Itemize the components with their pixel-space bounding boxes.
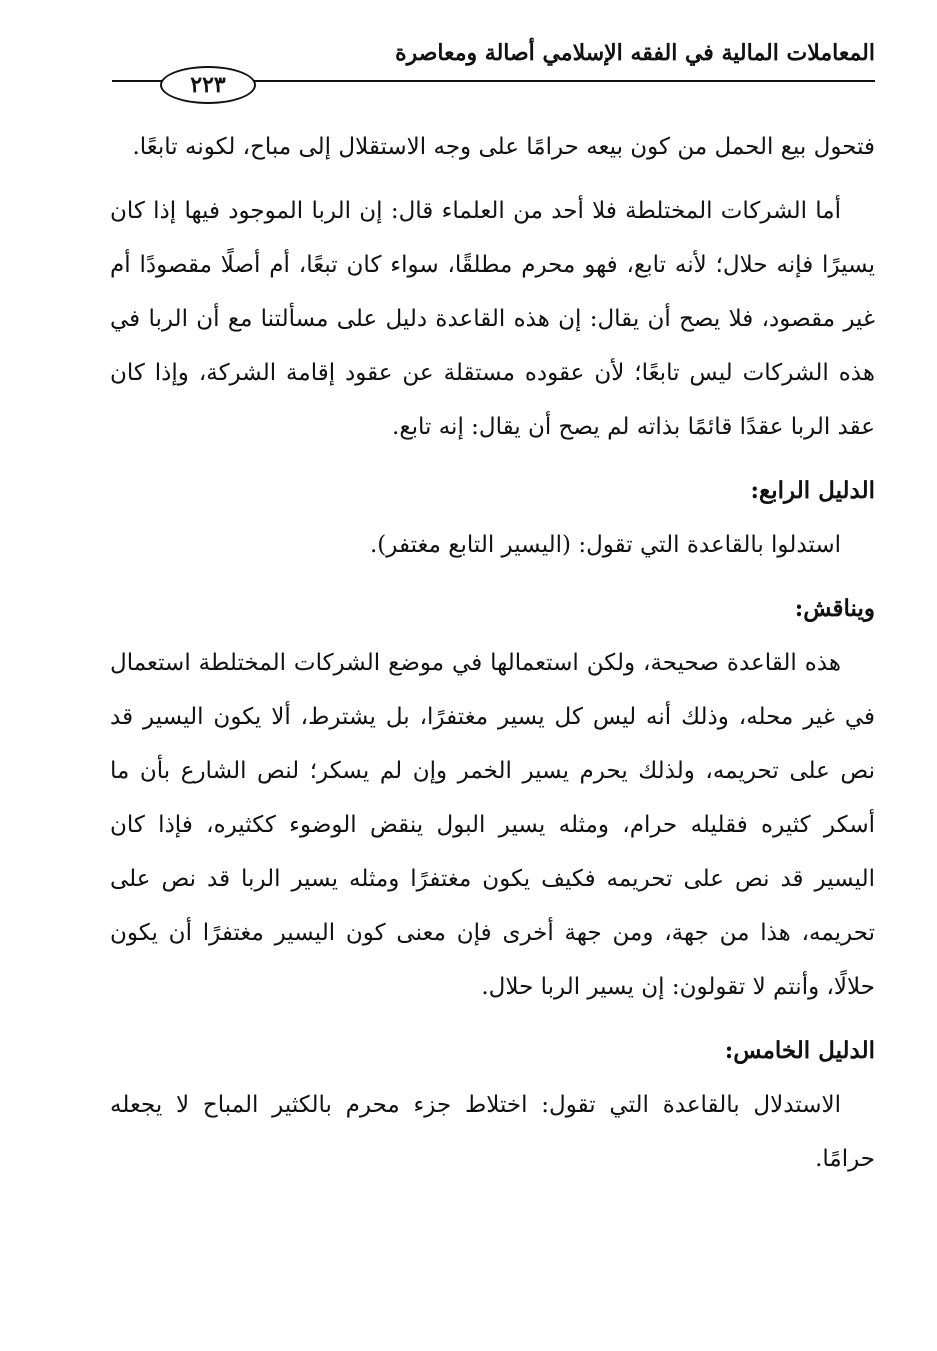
heading-fourth-evidence: الدليل الرابع: (750, 477, 875, 504)
heading-discussion: ويناقش: (794, 595, 875, 622)
body-text (110, 120, 875, 1196)
page-number: ٢٢٣ (160, 66, 256, 104)
paragraph-5: الاستدلال بالقاعدة التي تقول: اختلاط جزء محرم بالكثير المباح لا يجعله حرامًا. (110, 1092, 875, 1172)
heading-fifth-evidence: الدليل الخامس: (724, 1037, 875, 1064)
running-header-title: المعاملات المالية في الفقه الإسلامي أصالة ومعاصرة (395, 40, 875, 66)
paragraph-2: أما الشركات المختلطة فلا أحد من العلماء قال: إن الربا الموجود فيها إذا كان يسيرًا فإنه حلال؛ لأنه تابع، فهو محرم مطلقًا، سواء كان تبعًا، أم أصلًا مقصودًا أم غير مقصود، فلا يصح أن يقال: إن هذه القاعدة دليل على مسألتنا مع أن الربا في هذه الشركات ليس تابعًا؛ لأن عقوده مستقلة عن عقود إقامة الشركة، وإذا كان عقد الربا عقدًا قائمًا بذاته لم يصح أن يقال: إنه تابع. (110, 198, 875, 440)
paragraph-1: فتحول بيع الحمل من كون بيعه حرامًا على وجه الاستقلال إلى مباح، لكونه تابعًا. (132, 134, 875, 160)
paragraph-4: هذه القاعدة صحيحة، ولكن استعمالها في موضع الشركات المختلطة استعمال في غير محله، وذلك أنه ليس كل يسير مغتفرًا، بل يشترط، ألا يكون اليسير قد نص على تحريمه، ولذلك يحرم يسير الخمر وإن لم يسكر؛ لنص الشارع بأن ما أسكر كثيره فقليله حرام، ومثله يسير البول ينقض الوضوء ككثيره، فإذا كان اليسير قد نص على تحريمه فكيف يكون مغتفرًا ومثله يسير الربا قد نص على تحريمه، هذا من جهة، ومن جهة أخرى فإن معنى كون اليسير مغتفرًا أن يكون حلالًا، وأنتم لا تقولون: إن يسير الربا حلال. (110, 650, 875, 1000)
paragraph-3: استدلوا بالقاعدة التي تقول: (اليسير التابع مغتفر). (369, 532, 841, 558)
